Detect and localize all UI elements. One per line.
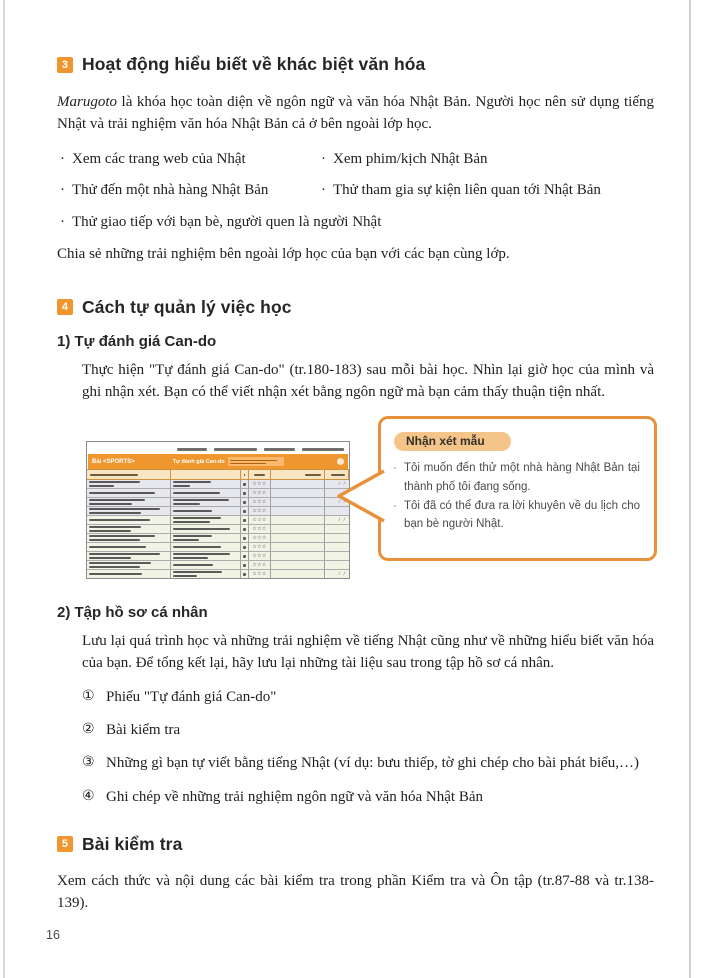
- sheet-cell-date: [325, 543, 349, 551]
- bullet-dot: ·: [393, 499, 397, 512]
- sheet-cell-comment: [271, 570, 325, 578]
- callout-bullets: [393, 459, 640, 534]
- bullet-dot: ·: [393, 462, 397, 475]
- sheet-cell-date: [325, 525, 349, 533]
- cando-sheet-row: [87, 489, 349, 498]
- sheet-cell-comment: [271, 534, 325, 542]
- sheet-cell-cando: [87, 543, 171, 551]
- bullet-dot: ·: [321, 182, 326, 198]
- circled-number-3: ③: [82, 754, 95, 771]
- section-5-paragraph: Xem cách thức và nội dung các bài kiểm tra trong phần Kiểm tra và Ôn tập (tr.87-88 và tr.138-139).: [57, 872, 654, 911]
- list-item: [82, 720, 654, 740]
- cando-sheet-row: [87, 525, 349, 534]
- list-item-text: Phiếu "Tự đánh giá Can-do": [106, 688, 277, 705]
- cando-sheet-row: [87, 534, 349, 543]
- sheet-cell-comment: [271, 516, 325, 524]
- sheet-header-cell: [171, 470, 241, 479]
- sheet-cell-cando: [87, 570, 171, 578]
- subsection-2-heading: 2) Tập hồ sơ cá nhân: [57, 604, 208, 622]
- sheet-cell-number: [241, 498, 249, 506]
- cando-figure: [57, 416, 654, 594]
- sheet-cell-cando: [87, 507, 171, 515]
- sheet-cell-number: [241, 561, 249, 569]
- cando-sheet-row: [87, 498, 349, 507]
- cando-sheet-row: [87, 543, 349, 552]
- sheet-cell-translation: [171, 489, 241, 497]
- list-item: [82, 753, 654, 773]
- sheet-cell-stars: ☆☆☆: [249, 507, 271, 515]
- activity-bullets: [60, 150, 654, 233]
- sheet-cell-number: [241, 570, 249, 578]
- sheet-cell-comment: [271, 498, 325, 506]
- sheet-cell-comment: [271, 480, 325, 488]
- list-item-text: Bài kiểm tra: [106, 722, 181, 738]
- subsection-2-paragraph: Lưu lại quá trình học và những trải nghiệm về tiếng Nhật cũng như về những hiểu biết văn hóa của bạn. Để tổng kết lại, hãy lưu lại những tài liệu sau trong tập hồ sơ cá nhân.: [82, 633, 654, 671]
- sheet-cell-stars: ☆☆☆: [249, 570, 271, 578]
- sheet-cell-number: [241, 534, 249, 542]
- sheet-cell-number: [241, 543, 249, 551]
- sheet-cell-number: [241, 516, 249, 524]
- section-3-title: Hoạt động hiểu biết về khác biệt văn hóa: [82, 54, 426, 74]
- sheet-cell-translation: [171, 480, 241, 488]
- sheet-cell-cando: [87, 561, 171, 569]
- sheet-cell-comment: [271, 507, 325, 515]
- cando-sheet-row: [87, 480, 349, 489]
- marugoto-word: Marugoto: [57, 94, 117, 110]
- page-edge-left: [3, 0, 5, 978]
- sheet-cell-translation: [171, 561, 241, 569]
- sheet-cell-date: / /: [325, 480, 349, 488]
- sheet-cell-number: [241, 552, 249, 560]
- sheet-cell-stars: ☆☆☆: [249, 543, 271, 551]
- sheet-cell-translation: [171, 516, 241, 524]
- sheet-orange-banner: [88, 454, 348, 469]
- sheet-cell-date: [325, 561, 349, 569]
- list-item: [82, 787, 654, 807]
- bullet-row: [60, 181, 654, 201]
- section-4-badge: 4: [57, 299, 73, 315]
- cando-sheet-row: [87, 516, 349, 525]
- sheet-cell-date: [325, 534, 349, 542]
- page-content: [57, 0, 654, 914]
- cando-sheet-row: [87, 552, 349, 561]
- bullet-text: Thử đến một nhà hàng Nhật Bản: [72, 182, 269, 198]
- sheet-banner-highlight: [228, 457, 284, 466]
- sheet-cell-cando: [87, 480, 171, 488]
- sheet-cell-date: / /: [325, 498, 349, 506]
- circled-number-4: ④: [82, 787, 95, 804]
- cando-sheet-row: [87, 507, 349, 516]
- sheet-cell-translation: [171, 507, 241, 515]
- sheet-header-cell: [241, 470, 249, 479]
- bullet-item: [60, 181, 321, 201]
- sheet-cell-cando: [87, 534, 171, 542]
- sheet-cell-date: / /: [325, 570, 349, 578]
- bullet-text: Thử tham gia sự kiện liên quan tới Nhật Bản: [333, 182, 601, 198]
- sheet-cell-cando: [87, 498, 171, 506]
- sheet-cell-date: / /: [325, 516, 349, 524]
- bullet-dot: ·: [60, 150, 65, 167]
- sheet-cell-stars: ☆☆☆: [249, 525, 271, 533]
- sheet-cell-comment: [271, 561, 325, 569]
- callout-label: Nhận xét mẫu: [394, 432, 511, 451]
- list-item-text: Những gì bạn tự viết bằng tiếng Nhật (ví dụ: bưu thiếp, tờ ghi chép cho bài phát biểu,…): [106, 755, 640, 772]
- lead-rest: là khóa học toàn diện về ngôn ngữ và văn hóa Nhật Bản. Người học nên sử dụng tiếng Nhật và trải nghiệm văn hóa Nhật Bản cả ở bên ngoài lớp học.: [57, 94, 654, 132]
- sheet-header-cell: [87, 470, 171, 479]
- sheet-cell-cando: [87, 516, 171, 524]
- sheet-cell-stars: ☆☆☆: [249, 480, 271, 488]
- sheet-cell-comment: [271, 489, 325, 497]
- sheet-cell-comment: [271, 552, 325, 560]
- sheet-cell-translation: [171, 525, 241, 533]
- bullet-text: Xem các trang web của Nhật: [72, 150, 246, 167]
- bullet-text: Thử giao tiếp với bạn bè, người quen là người Nhật: [72, 213, 382, 230]
- list-item-text: Ghi chép về những trải nghiệm ngôn ngữ và văn hóa Nhật Bản: [106, 788, 484, 805]
- subsection-1-heading: 1) Tự đánh giá Can-do: [57, 332, 217, 350]
- portfolio-items-list: [82, 687, 654, 807]
- sheet-cell-stars: ☆☆☆: [249, 552, 271, 560]
- sample-comment-callout: [378, 416, 657, 561]
- sheet-cell-stars: ☆☆☆: [249, 516, 271, 524]
- sheet-cell-number: [241, 525, 249, 533]
- sheet-cell-translation: [171, 498, 241, 506]
- section-5-badge: 5: [57, 836, 73, 852]
- bullet-text: Xem phim/kịch Nhật Bản: [333, 150, 488, 167]
- sheet-column-header: [87, 469, 349, 480]
- sheet-cell-number: [241, 480, 249, 488]
- sheet-lesson-label: Bài <SPORTS>: [92, 458, 135, 465]
- callout-bullet-text: Tôi muốn đến thử một nhà hàng Nhật Bản tại thành phố tôi đang sống.: [404, 462, 640, 493]
- section-3-lead-paragraph: [57, 92, 654, 136]
- sheet-cell-stars: ☆☆☆: [249, 561, 271, 569]
- sheet-cell-translation: [171, 570, 241, 578]
- sheet-cell-cando: [87, 552, 171, 560]
- callout-bullet: [393, 459, 640, 496]
- sheet-header-cell: [249, 470, 271, 479]
- section-3-heading: [57, 54, 654, 75]
- sheet-logo-icon: [337, 458, 344, 465]
- bullet-item: [321, 181, 601, 201]
- sheet-cell-comment: [271, 543, 325, 551]
- page-edge-right: [689, 0, 691, 978]
- sheet-cell-translation: [171, 552, 241, 560]
- sheet-cell-comment: [271, 525, 325, 533]
- sheet-cell-translation: [171, 543, 241, 551]
- section-4-title: Cách tự quản lý việc học: [82, 296, 292, 317]
- bullet-row: [60, 150, 654, 170]
- subsection-1-paragraph: Thực hiện "Tự đánh giá Can-do" (tr.180-183) sau mỗi bài học. Nhìn lại giờ học của mình và ghi nhận xét. Bạn có thể viết nhận xét bằng ngôn ngữ mà bạn cảm thấy thuận tiện nhất.: [82, 361, 654, 400]
- sheet-cell-cando: [87, 525, 171, 533]
- sheet-cell-stars: ☆☆☆: [249, 489, 271, 497]
- circled-number-2: ②: [82, 721, 95, 737]
- callout-bullet: [393, 497, 640, 534]
- sheet-cell-stars: ☆☆☆: [249, 534, 271, 542]
- sheet-cell-translation: [171, 534, 241, 542]
- bullet-dot: ·: [60, 182, 65, 198]
- sheet-cell-date: [325, 552, 349, 560]
- section-4-heading: [57, 297, 654, 318]
- section-3-badge: 3: [57, 57, 73, 73]
- section-5-title: Bài kiểm tra: [82, 833, 183, 854]
- list-item: [82, 687, 654, 707]
- sheet-header-textline: [87, 442, 349, 454]
- bullet-item: [321, 150, 488, 170]
- callout-bullet-text: Tôi đã có thể đưa ra lời khuyên về du lịch cho bạn bè người Nhật.: [404, 499, 640, 531]
- bullet-row: [60, 213, 654, 233]
- sheet-cell-stars: ☆☆☆: [249, 498, 271, 506]
- cando-sheet-thumbnail: [86, 441, 350, 579]
- cando-sheet-row: [87, 561, 349, 570]
- callout-tail-pointer-icon: [334, 468, 386, 524]
- cando-sheet-row: [87, 570, 349, 578]
- bullet-item: [60, 213, 381, 233]
- sheet-banner-title: Tự đánh giá Can-do: [172, 458, 225, 465]
- section-3-closing: Chia sẻ những trải nghiệm bên ngoài lớp học của bạn với các bạn cùng lớp.: [57, 246, 510, 262]
- bullet-item: [60, 150, 321, 170]
- section-5-heading: [57, 834, 654, 855]
- bullet-dot: ·: [321, 150, 326, 167]
- sheet-cell-number: [241, 489, 249, 497]
- sheet-cell-cando: [87, 489, 171, 497]
- sheet-header-cell: [271, 470, 325, 479]
- page-number: 16: [46, 928, 60, 942]
- sheet-cell-number: [241, 507, 249, 515]
- cando-sheet-rows: [87, 480, 349, 578]
- bullet-dot: ·: [60, 213, 65, 230]
- circled-number-1: ①: [82, 687, 95, 704]
